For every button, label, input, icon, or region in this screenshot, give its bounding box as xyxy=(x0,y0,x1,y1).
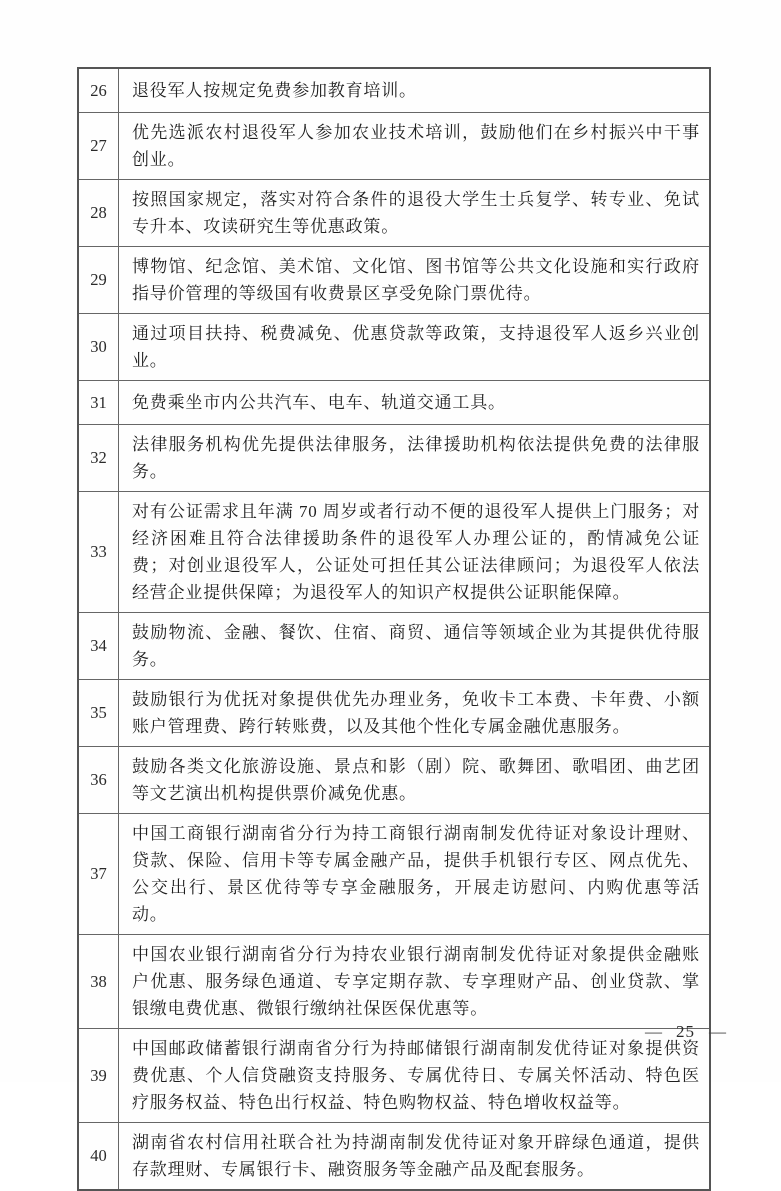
row-text-content: 鼓励银行为优抚对象提供优先办理业务，免收卡工本费、卡年费、小额账户管理费、跨行转账费，以及其他个性化专属金融优惠服务。 xyxy=(132,690,700,736)
row-number: 27 xyxy=(79,113,119,179)
table-row xyxy=(79,313,709,380)
row-number: 36 xyxy=(79,747,119,813)
row-text-content: 中国邮政储蓄银行湖南省分行为持邮储银行湖南制发优待证对象提供资费优惠、个人信贷融资支持服务、专属优待日、专属关怀活动、特色医疗服务权益、特色出行权益、特色购物权益、特色增收权益等。 xyxy=(132,1039,700,1112)
footer-dash-left: — xyxy=(645,1022,662,1041)
row-number: 26 xyxy=(79,69,119,112)
row-number: 28 xyxy=(79,180,119,246)
row-text-content: 免费乘坐市内公共汽车、电车、轨道交通工具。 xyxy=(132,393,506,412)
row-text-content: 对有公证需求且年满 70 周岁或者行动不便的退役军人提供上门服务；对经济困难且符合法律援助条件的退役军人办理公证的，酌情减免公证费；对创业退役军人，公证处可担任其公证法律顾问；为退役军人依法经营企业提供保障；为退役军人的知识产权提供公证职能保障。 xyxy=(132,502,700,602)
table-row xyxy=(79,679,709,746)
row-number: 37 xyxy=(79,814,119,934)
row-text xyxy=(119,814,709,934)
row-number: 35 xyxy=(79,680,119,746)
row-text xyxy=(119,381,709,424)
table-row xyxy=(79,746,709,813)
row-text-content: 按照国家规定，落实对符合条件的退役大学生士兵复学、转专业、免试专升本、攻读研究生等优惠政策。 xyxy=(132,190,700,236)
table-row xyxy=(79,424,709,491)
row-text xyxy=(119,1029,709,1122)
table-row xyxy=(79,380,709,424)
row-text xyxy=(119,935,709,1028)
row-text-content: 中国农业银行湖南省分行为持农业银行湖南制发优待证对象提供金融账户优惠、服务绿色通道、专享定期存款、专享理财产品、创业贷款、掌银缴电费优惠、微银行缴纳社保医保优惠等。 xyxy=(132,945,700,1018)
table-row xyxy=(79,813,709,934)
row-text xyxy=(119,613,709,679)
table-row xyxy=(79,1028,709,1122)
row-number: 39 xyxy=(79,1029,119,1122)
row-text xyxy=(119,247,709,313)
table-row xyxy=(79,112,709,179)
footer-dash-right: — xyxy=(709,1022,726,1041)
page-footer xyxy=(0,1022,740,1042)
row-number: 30 xyxy=(79,314,119,380)
row-text xyxy=(119,113,709,179)
row-text xyxy=(119,680,709,746)
row-number: 33 xyxy=(79,492,119,612)
row-number: 38 xyxy=(79,935,119,1028)
row-text-content: 中国工商银行湖南省分行为持工商银行湖南制发优待证对象设计理财、贷款、保险、信用卡等专属金融产品，提供手机银行专区、网点优先、公交出行、景区优待等专享金融服务，开展走访慰问、内购优惠等活动。 xyxy=(132,824,700,924)
row-text-content: 湖南省农村信用社联合社为持湖南制发优待证对象开辟绿色通道，提供存款理财、专属银行卡、融资服务等金融产品及配套服务。 xyxy=(132,1133,700,1179)
table-row xyxy=(79,69,709,112)
row-number: 34 xyxy=(79,613,119,679)
row-text-content: 退役军人按规定免费参加教育培训。 xyxy=(132,81,417,100)
row-text-content: 法律服务机构优先提供法律服务，法律援助机构依法提供免费的法律服务。 xyxy=(132,435,700,481)
row-text xyxy=(119,69,709,112)
row-text xyxy=(119,180,709,246)
row-number: 31 xyxy=(79,381,119,424)
row-number: 40 xyxy=(79,1123,119,1189)
row-text xyxy=(119,425,709,491)
page-number: 25 xyxy=(676,1022,695,1041)
row-text-content: 鼓励物流、金融、餐饮、住宿、商贸、通信等领域企业为其提供优待服务。 xyxy=(132,623,700,669)
table-row xyxy=(79,491,709,612)
row-text xyxy=(119,492,709,612)
table-row xyxy=(79,934,709,1028)
row-text-content: 博物馆、纪念馆、美术馆、文化馆、图书馆等公共文化设施和实行政府指导价管理的等级国有收费景区享受免除门票优待。 xyxy=(132,257,700,303)
row-text-content: 优先选派农村退役军人参加农业技术培训，鼓励他们在乡村振兴中干事创业。 xyxy=(132,123,700,169)
table-row xyxy=(79,246,709,313)
row-text-content: 通过项目扶持、税费减免、优惠贷款等政策，支持退役军人返乡兴业创业。 xyxy=(132,324,700,370)
row-text-content: 鼓励各类文化旅游设施、景点和影（剧）院、歌舞团、歌唱团、曲艺团等文艺演出机构提供票价减免优惠。 xyxy=(132,757,700,803)
row-text xyxy=(119,314,709,380)
table-row xyxy=(79,179,709,246)
table-row xyxy=(79,612,709,679)
row-text xyxy=(119,1123,709,1189)
row-text xyxy=(119,747,709,813)
row-number: 32 xyxy=(79,425,119,491)
row-number: 29 xyxy=(79,247,119,313)
table-row xyxy=(79,1122,709,1189)
